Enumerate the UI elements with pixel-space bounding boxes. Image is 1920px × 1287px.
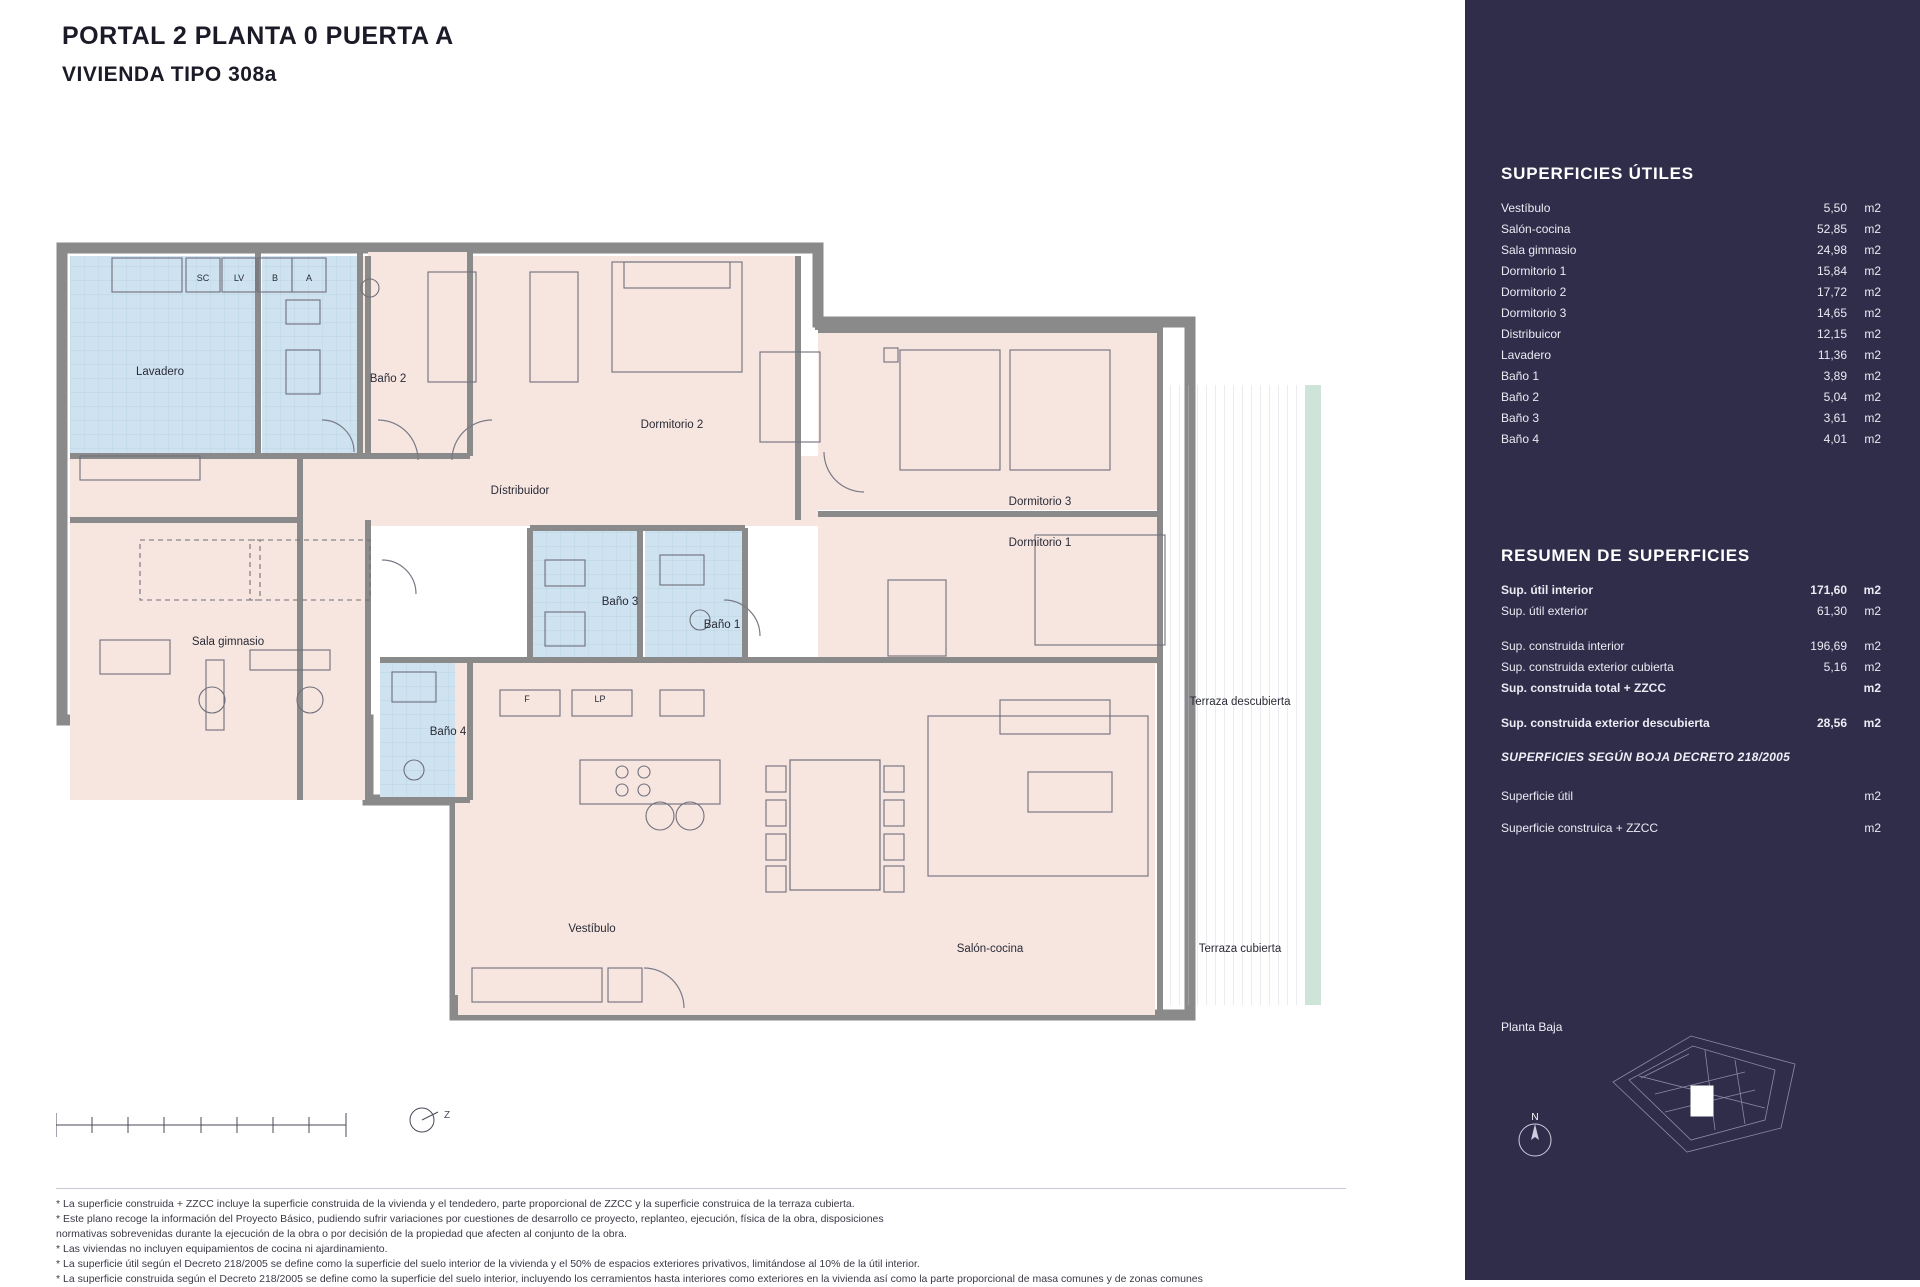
unit-superficie-util-boja: m2 <box>1864 789 1881 803</box>
footnote-1: * La superficie construida + ZZCC incluye la superficie construida de la vivienda y el tendedero, parte proporcional de ZZCC y la superficie construica de la terraza cubierta. <box>56 1198 855 1210</box>
room-label-bano3: Baño 3 <box>601 596 639 608</box>
row-sup-construida-ext-cubierta <box>1501 657 1881 678</box>
room-label-dormitorio2: Dormitorio 2 <box>640 419 704 431</box>
value-dormitorio-3: 14,65 <box>1816 306 1847 320</box>
heading-resumen-superficies: RESUMEN DE SUPERFICIES <box>1501 546 1751 565</box>
north-arrow-key <box>1508 1110 1562 1164</box>
room-label-bano2: Baño 2 <box>369 373 407 385</box>
list-resumen-superficies <box>1501 580 1881 734</box>
page-subtitle: VIVIENDA TIPO 308a <box>62 63 277 86</box>
value-bano-2: 5,04 <box>1823 390 1847 404</box>
unit-sup-construida-total-zzcc: m2 <box>1863 681 1881 695</box>
label-bano-4: Baño 4 <box>1501 432 1540 446</box>
unit-bano-3: m2 <box>1864 411 1881 425</box>
footnote-3: normativas sobrevenidas durante la ejecución de la obra o por decisión de la propiedad que afecten al conjunto de la obra. <box>56 1228 627 1240</box>
list-boja <box>1501 780 1881 844</box>
room-label-bano4: Baño 4 <box>429 726 467 738</box>
tag-b: B <box>271 273 279 283</box>
row-sala-gimnasio <box>1501 240 1881 261</box>
label-sup-construida-interior: Sup. construida interior <box>1501 639 1625 653</box>
tag-f: F <box>524 694 530 704</box>
label-sup-util-interior: Sup. útil interior <box>1501 583 1593 597</box>
unit-sup-construida-interior: m2 <box>1864 639 1881 653</box>
row-superficie-construida-boja <box>1501 812 1881 844</box>
unit-bano-1: m2 <box>1864 369 1881 383</box>
label-dormitorio-1: Dormitorio 1 <box>1501 264 1567 278</box>
scale-bar <box>56 1105 356 1150</box>
room-label-salon-cocina: Salón-cocina <box>956 943 1024 955</box>
unit-lavadero: m2 <box>1864 348 1881 362</box>
unit-vestibulo: m2 <box>1864 201 1881 215</box>
label-dormitorio-2: Dormitorio 2 <box>1501 285 1567 299</box>
unit-superficie-construida-boja: m2 <box>1864 821 1881 835</box>
room-label-terraza-descubierta: Terraza descubierta <box>1189 696 1291 708</box>
value-sup-construida-ext-descubierta: 28,56 <box>1816 716 1847 730</box>
north-letter-small: Z <box>444 1110 451 1121</box>
label-sup-construida-ext-descubierta: Sup. construida exterior descubierta <box>1501 716 1710 730</box>
footnote-4: * Las viviendas no incluyen equipamientos de cocina ni ajardinamiento. <box>56 1243 388 1255</box>
room-label-distribuidor: Dístribuidor <box>490 485 550 497</box>
row-bano-3 <box>1501 408 1881 429</box>
footer-divider <box>56 1188 1346 1189</box>
page-title: PORTAL 2 PLANTA 0 PUERTA A <box>62 22 454 50</box>
value-sala-gimnasio: 24,98 <box>1816 243 1847 257</box>
label-sala-gimnasio: Sala gimnasio <box>1501 243 1577 257</box>
unit-bano-2: m2 <box>1864 390 1881 404</box>
value-bano-4: 4,01 <box>1823 432 1847 446</box>
spacer-2 <box>1501 699 1881 713</box>
row-sup-util-exterior <box>1501 601 1881 622</box>
footnote-5: * La superficie útil según el Decreto 218/2005 se define como la superficie del suelo interior de la vivienda y el 50% de espacios exteriores privativos, limitándose al 10% de la útil interior. <box>56 1258 920 1270</box>
row-superficie-util-boja <box>1501 780 1881 812</box>
boja-note: SUPERFICIES SEGÚN BOJA DECRETO 218/2005 <box>1501 750 1791 764</box>
row-distribuidor <box>1501 324 1881 345</box>
row-sup-construida-total-zzcc <box>1501 678 1881 699</box>
label-bano-2: Baño 2 <box>1501 390 1540 404</box>
key-plan-thumbnail <box>1595 1020 1825 1160</box>
room-label-sala-gimnasio: Sala gimnasio <box>191 636 265 648</box>
spacer-1 <box>1501 622 1881 636</box>
room-label-dormitorio1: Dormitorio 1 <box>1008 537 1072 549</box>
tag-lv: LV <box>233 273 245 283</box>
row-sup-util-interior <box>1501 580 1881 601</box>
row-dormitorio-2 <box>1501 282 1881 303</box>
row-lavadero <box>1501 345 1881 366</box>
room-label-vestibulo: Vestíbulo <box>568 923 616 935</box>
unit-sup-construida-ext-cubierta: m2 <box>1864 660 1881 674</box>
value-distribuidor: 12,15 <box>1816 327 1847 341</box>
tag-lp: LP <box>594 694 606 704</box>
label-superficie-util-boja: Superficie útil <box>1501 789 1574 803</box>
row-vestibulo <box>1501 198 1881 219</box>
room-label-lavadero: Lavadero <box>136 366 184 378</box>
tag-sc: SC <box>196 273 210 283</box>
row-dormitorio-3 <box>1501 303 1881 324</box>
value-sup-construida-ext-cubierta: 5,16 <box>1823 660 1847 674</box>
unit-sup-construida-ext-descubierta: m2 <box>1863 716 1881 730</box>
north-letter: N <box>1531 1112 1539 1123</box>
unit-dormitorio-1: m2 <box>1864 264 1881 278</box>
label-sup-construida-total-zzcc: Sup. construida total + ZZCC <box>1501 681 1667 695</box>
unit-distribuidor: m2 <box>1864 327 1881 341</box>
room-label-bano1: Baño 1 <box>703 619 741 631</box>
label-bano-1: Baño 1 <box>1501 369 1540 383</box>
value-sup-construida-total-zzcc <box>1785 678 1847 699</box>
unit-sup-util-exterior: m2 <box>1864 604 1881 618</box>
label-bano-3: Baño 3 <box>1501 411 1540 425</box>
heading-superficies-utiles: SUPERFICIES ÚTILES <box>1501 164 1694 183</box>
value-dormitorio-1: 15,84 <box>1816 264 1847 278</box>
footnote-6: * La superficie construida según el Decreto 218/2005 se define como la superficie del suelo interior, incluyendo los cerramientos hasta interiores como exteriores en la vivienda así como la parte proporcional de masa comunes y de zonas comunes <box>56 1273 1203 1285</box>
unit-bano-4: m2 <box>1864 432 1881 446</box>
row-bano-4 <box>1501 429 1881 450</box>
list-superficies-utiles <box>1501 198 1881 450</box>
label-salon-cocina: Salón-cocina <box>1501 222 1571 236</box>
value-lavadero: 11,36 <box>1817 348 1847 362</box>
value-vestibulo: 5,50 <box>1823 201 1847 215</box>
unit-salon-cocina: m2 <box>1864 222 1881 236</box>
value-dormitorio-2: 17,72 <box>1816 285 1847 299</box>
key-plan-label: Planta Baja <box>1501 1020 1563 1034</box>
tag-a: A <box>305 273 313 283</box>
unit-sala-gimnasio: m2 <box>1864 243 1881 257</box>
footnote-2: * Este plano recoge la información del Proyecto Básico, pudiendo sufrir variaciones por cuestiones de desarrollo ce proyecto, replanteo, ejecución, física de la obra, disposiciones <box>56 1213 884 1225</box>
value-bano-1: 3,89 <box>1823 369 1847 383</box>
room-label-terraza-cubierta: Terraza cubierta <box>1198 943 1282 955</box>
unit-sup-util-interior: m2 <box>1863 583 1881 597</box>
surface-summary-panel <box>1465 0 1920 1280</box>
unit-dormitorio-2: m2 <box>1864 285 1881 299</box>
label-sup-util-exterior: Sup. útil exterior <box>1501 604 1588 618</box>
room-label-dormitorio3: Dormitorio 3 <box>1008 496 1072 508</box>
row-sup-construida-ext-descubierta <box>1501 713 1881 734</box>
footnotes <box>56 1197 1203 1287</box>
value-superficie-util-boja <box>1785 780 1847 812</box>
label-superficie-construida-boja: Superficie construica + ZZCC <box>1501 821 1659 835</box>
label-lavadero: Lavadero <box>1501 348 1552 362</box>
value-sup-construida-interior: 196,69 <box>1810 639 1847 653</box>
row-dormitorio-1 <box>1501 261 1881 282</box>
label-distribuidor: Distribuicor <box>1501 327 1562 341</box>
label-vestibulo: Vestíbulo <box>1501 201 1551 215</box>
row-sup-construida-interior <box>1501 636 1881 657</box>
row-bano-2 <box>1501 387 1881 408</box>
value-sup-util-exterior: 61,30 <box>1816 604 1847 618</box>
north-arrow-plan <box>400 1098 460 1149</box>
value-sup-util-interior: 171,60 <box>1810 583 1847 597</box>
value-bano-3: 3,61 <box>1823 411 1847 425</box>
value-superficie-construida-boja <box>1785 812 1847 844</box>
value-salon-cocina: 52,85 <box>1816 222 1847 236</box>
header <box>62 22 454 87</box>
row-bano-1 <box>1501 366 1881 387</box>
row-salon-cocina <box>1501 219 1881 240</box>
label-dormitorio-3: Dormitorio 3 <box>1501 306 1567 320</box>
unit-dormitorio-3: m2 <box>1864 306 1881 320</box>
label-sup-construida-ext-cubierta: Sup. construida exterior cubierta <box>1501 660 1674 674</box>
